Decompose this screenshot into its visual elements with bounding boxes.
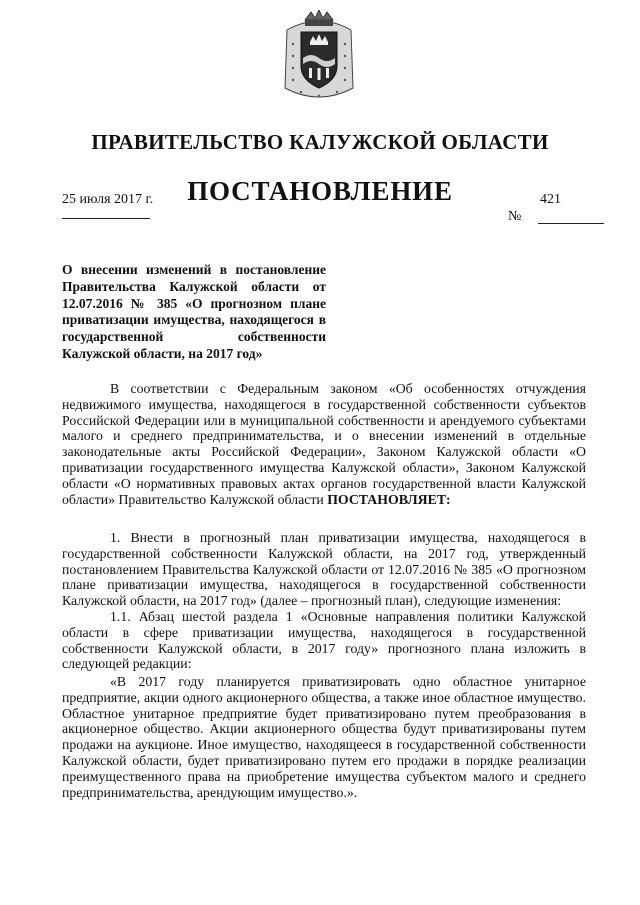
quoted-amendment-paragraph: «В 2017 году планируется приватизировать одно областное унитарное предприятие, акции одного акционерного общества, а также иное областное имущество. Областное унитарное предприятие будет приватизировано путем преобразования в акционерное общество. Акции акционерного общества будут приватизированы путем продажи на аукционе. Иное имущество, находящееся в государственной собственности Калужской области, будет приватизировано путем его продажи в порядке реализации преимущественного права на приобретение имущества субъектом малого и среднего предпринимательства, арендующим имущество.». [62, 674, 586, 800]
decree-word: ПОСТАНОВЛЯЕТ: [327, 491, 451, 507]
government-title: ПРАВИТЕЛЬСТВО КАЛУЖСКОЙ ОБЛАСТИ [91, 130, 549, 154]
preamble-text: В соответствии с Федеральным законом «Об особенностях отчуждения недвижимого имущества, находящегося в государственной собственности субъектов Российской Федерации или в муниципальной собственности и арендуемого субъектами малого и среднего предпринимательства, и о внесении изменений в отдельные законодательные акты Российской Федерации», Законом Калужской области «О приватизации государственного имущества Калужской области», Законом Калужской области «О нормативных правовых актах органов государственной власти Калужской области» Правительство Калужской области [62, 381, 586, 507]
document-subject: О внесении изменений в постановление Правительства Калужской области от 12.07.2016 № 385 «О прогнозном плане приватизации имущества, находящегося в государственной собственности Калужской области, на 2017 год» [62, 262, 326, 361]
item-1-paragraph: 1. Внести в прогнозный план приватизации имущества, находящегося в государственной собственности Калужской области, на 2017 год, утвержденный постановлением Правительства Калужской области от 12.07.2016 № 385 «О прогнозном плане приватизации имущества, находящегося в государственной собственности Калужской области, на 2017 год» (далее – прогнозный план), следующие изменения: [62, 530, 586, 609]
date-underline [62, 218, 150, 219]
coat-of-arms-icon [281, 10, 357, 106]
number-sign: № [508, 209, 522, 224]
document-date: 25 июля 2017 г. [62, 192, 154, 207]
document-number: 421 [540, 192, 561, 207]
document-type-title: ПОСТАНОВЛЕНИЕ [187, 176, 453, 206]
number-underline [538, 223, 604, 224]
preamble-paragraph [62, 381, 586, 507]
item-1-1-paragraph: 1.1. Абзац шестой раздела 1 «Основные направления политики Калужской области в сфере приватизации имущества, находящегося в государственной собственности Калужской области, в 2017 году» прогнозного плана изложить в следующей редакции: [62, 609, 586, 672]
